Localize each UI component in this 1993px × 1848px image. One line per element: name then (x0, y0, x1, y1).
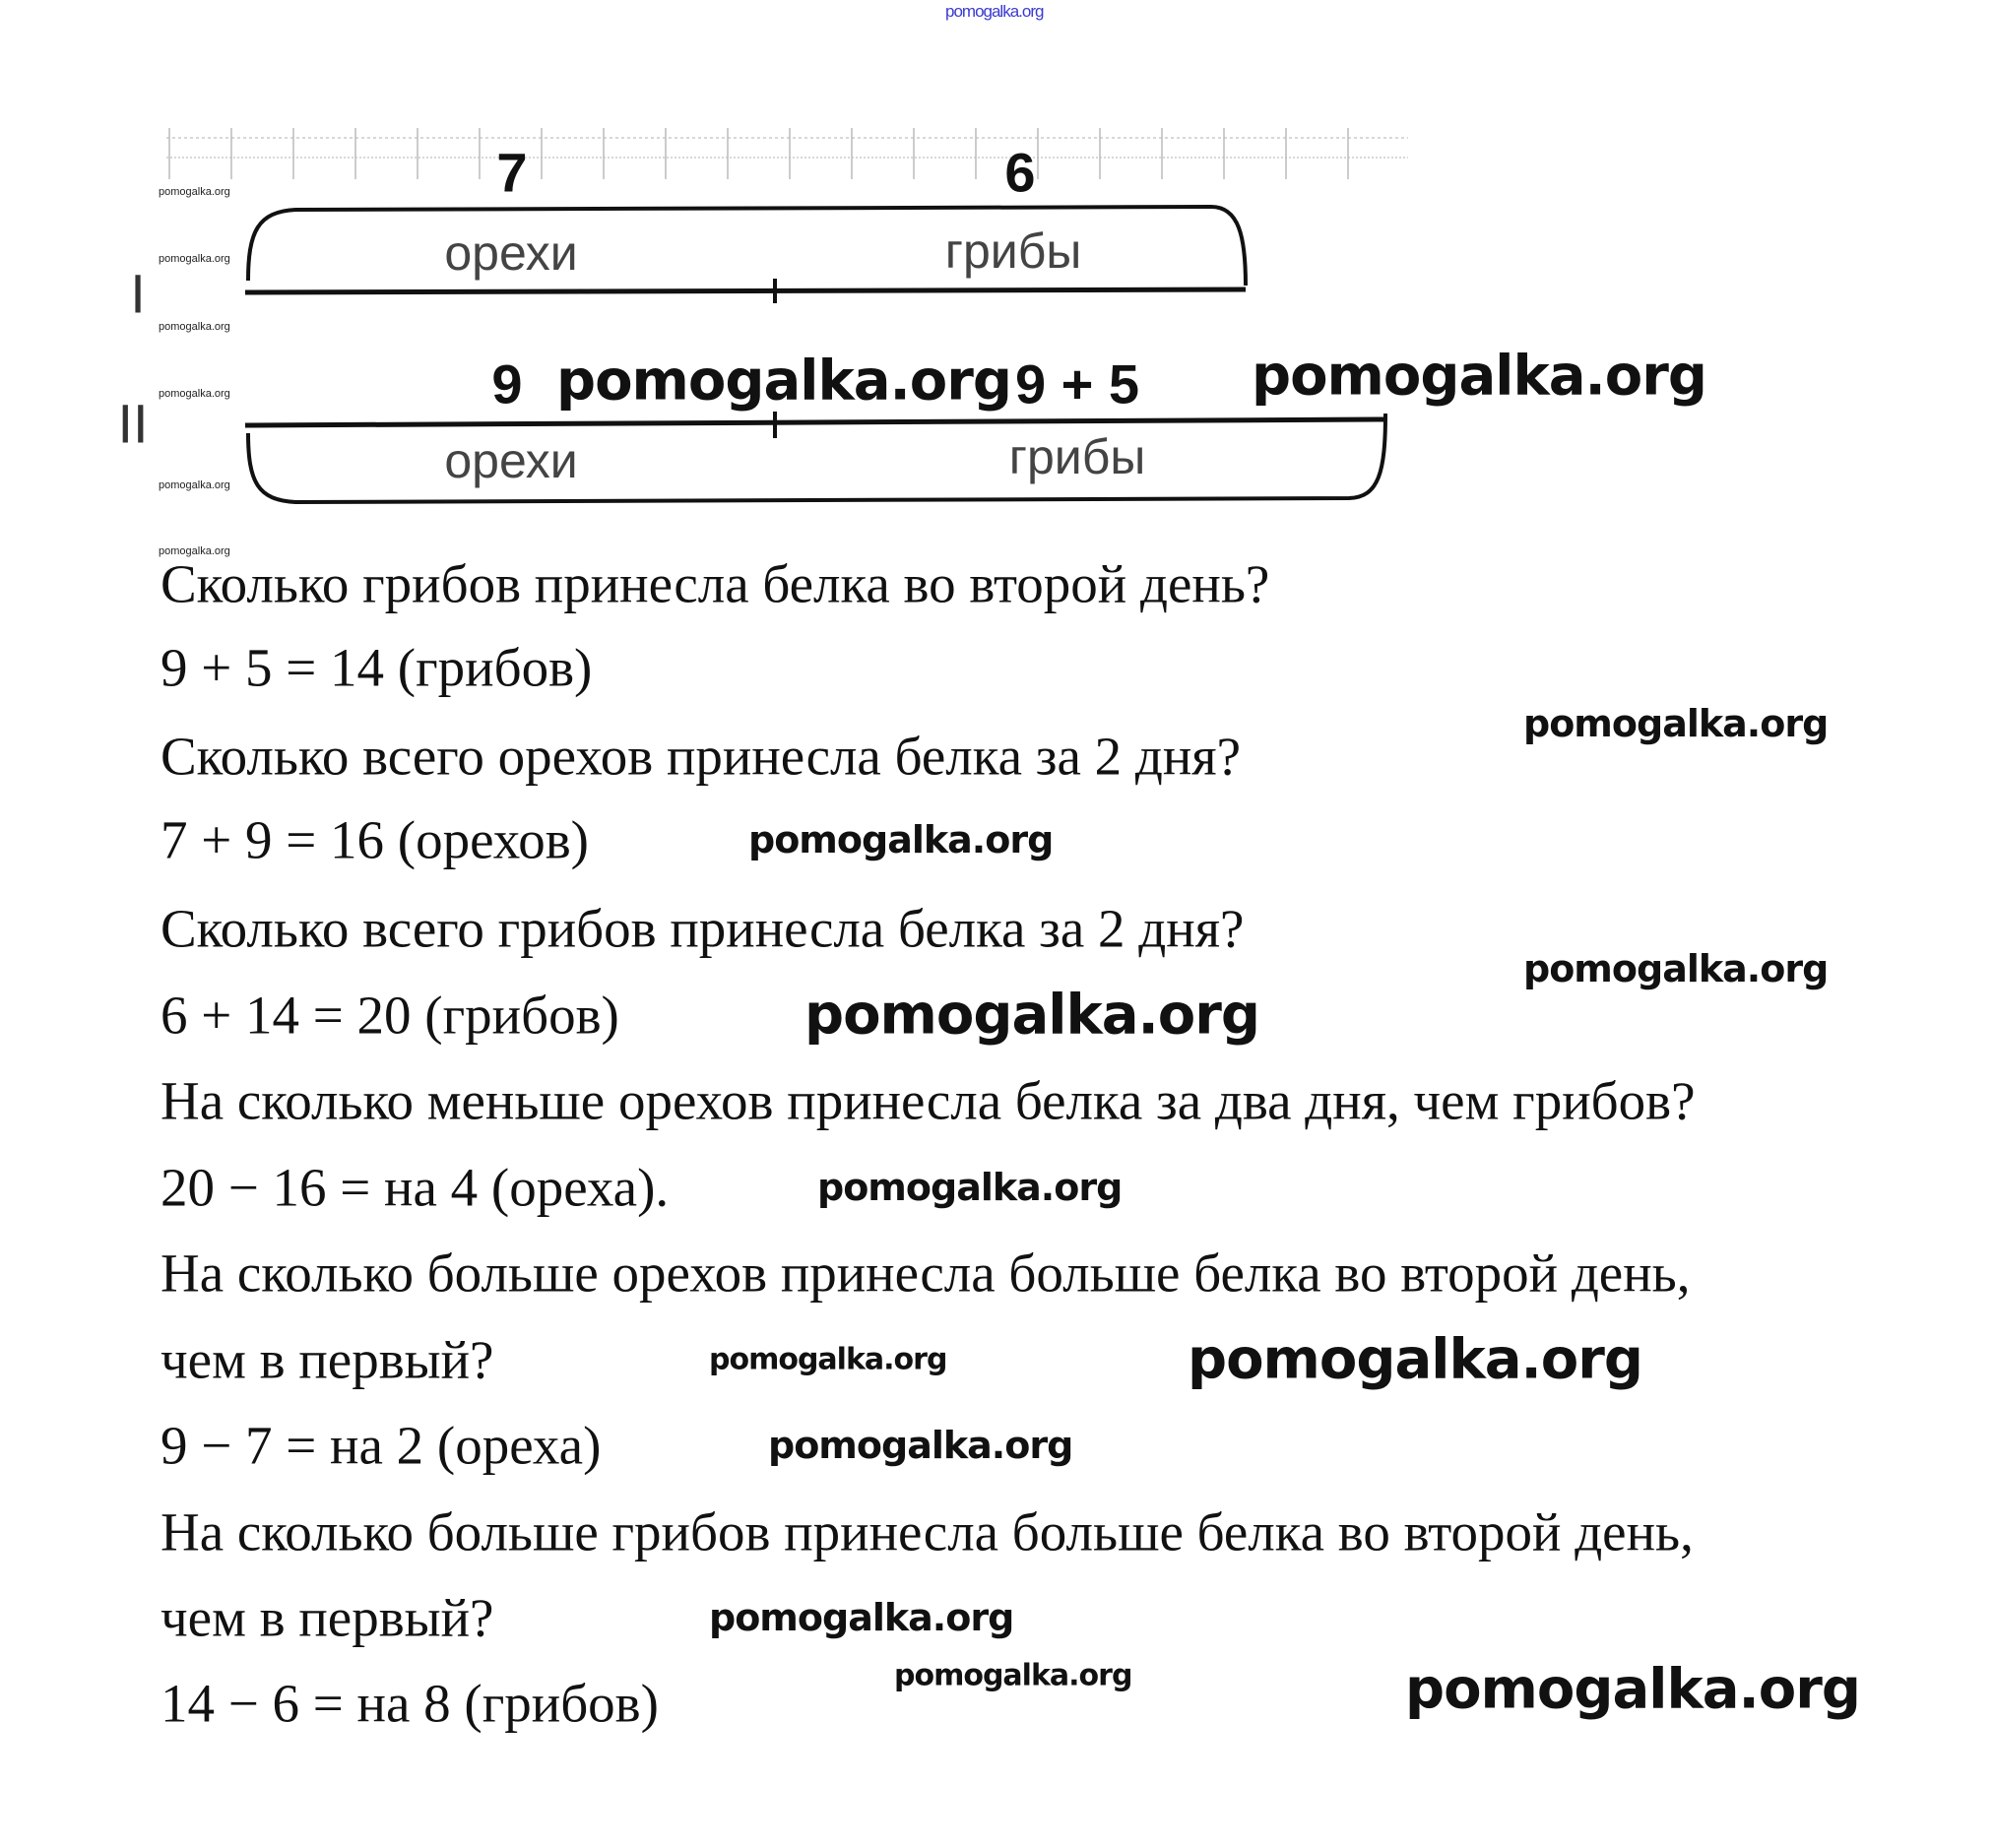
watermark: pomogalka.org (1405, 1657, 1860, 1722)
number-7: 7 (496, 141, 528, 204)
watermark: pomogalka.org (709, 1596, 1014, 1639)
answer-3: 6 + 14 = 20 (грибов) (161, 985, 619, 1046)
watermark: pomogalka.org (1252, 344, 1706, 409)
segment-row1 (245, 289, 1246, 292)
answer-4: 20 − 16 = на 4 (ореха). (161, 1157, 670, 1218)
expression-9-plus-5: 9 + 5 (1014, 352, 1140, 415)
row-label-2: II (117, 392, 149, 455)
top-watermark: pomogalka.org (945, 2, 1044, 21)
answer-6: 14 − 6 = на 8 (грибов) (161, 1673, 659, 1734)
watermark: pomogalka.org (768, 1424, 1073, 1467)
watermark: pomogalka.org (1523, 947, 1829, 990)
segment-row2 (245, 419, 1385, 425)
number-6: 6 (1004, 141, 1036, 204)
number-9: 9 (491, 352, 523, 415)
question-4: На сколько меньше орехов принесла белка за два дня, чем грибов? (161, 1070, 1696, 1131)
question-5: На сколько больше орехов принесла больше белка во второй день, (161, 1243, 1691, 1304)
answer-5: 9 − 7 = на 2 (ореха) (161, 1415, 602, 1476)
watermark: pomogalka.org (1523, 702, 1829, 745)
answer-1: 9 + 5 = 14 (грибов) (161, 637, 593, 698)
watermark: pomogalka.org (804, 983, 1259, 1048)
watermark: pomogalka.org (1188, 1327, 1642, 1392)
question-1: Сколько грибов принесла белка во второй день? (161, 553, 1270, 614)
label-nuts-row2: орехи (444, 433, 578, 488)
label-mushrooms-row2: грибы (1008, 429, 1146, 484)
label-nuts-row1: орехи (444, 225, 578, 281)
watermark: pomogalka.org (709, 1342, 947, 1377)
brace-row1 (248, 207, 1246, 286)
watermark: pomogalka.org (159, 479, 230, 491)
watermark: pomogalka.org (817, 1166, 1123, 1209)
question-2: Сколько всего орехов принесла белка за 2 дня? (161, 726, 1242, 787)
watermark: pomogalka.org (159, 253, 230, 265)
watermark: pomogalka.org (894, 1658, 1132, 1693)
watermark: pomogalka.org (159, 321, 230, 333)
answer-2: 7 + 9 = 16 (орехов) (161, 809, 589, 870)
watermark: pomogalka.org (748, 818, 1054, 861)
row-label-1: I (130, 262, 146, 325)
question-6-cont: чем в первый? (161, 1587, 494, 1648)
question-3: Сколько всего грибов принесла белка за 2 дня? (161, 898, 1245, 959)
label-mushrooms-row1: грибы (944, 223, 1082, 279)
watermark: pomogalka.org (159, 545, 230, 557)
watermark: pomogalka.org (556, 349, 1011, 414)
segment-diagram (0, 0, 1993, 610)
question-6: На сколько больше грибов принесла больше белка во второй день, (161, 1501, 1694, 1562)
grid-ruler (166, 138, 1408, 158)
watermark: pomogalka.org (159, 388, 230, 400)
question-5-cont: чем в первый? (161, 1329, 494, 1390)
watermark: pomogalka.org (159, 186, 230, 198)
